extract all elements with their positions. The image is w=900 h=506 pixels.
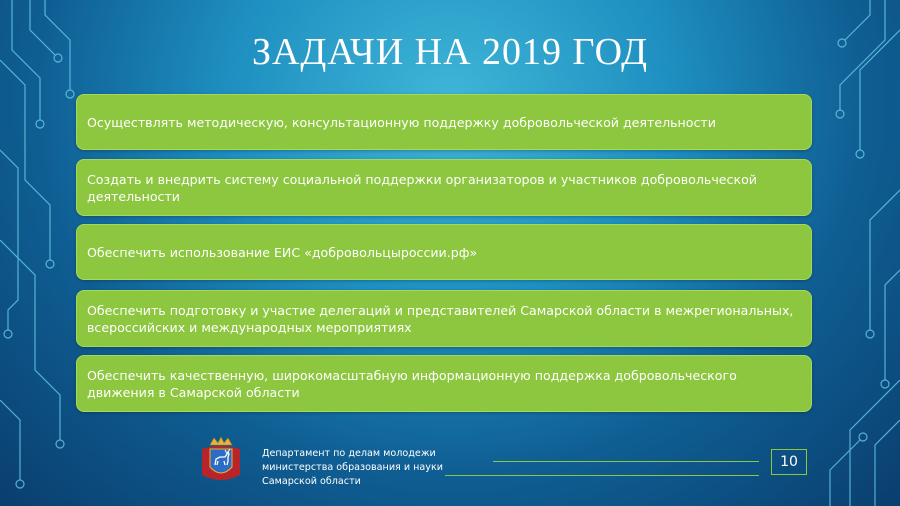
footer-divider-bottom <box>445 475 759 476</box>
task-text: Создать и внедрить систему социальной поддержки организаторов и участников добровольческой деятельности <box>87 171 757 204</box>
task-text: Обеспечить подготовку и участие делегаций и представителей Самарской области в межрегиональных, всероссийских и международных мероприятиях <box>87 302 794 335</box>
dept-line-3: Самарской области <box>262 476 361 487</box>
task-text: Обеспечить использование ЕИС «добровольцыроссии.рф» <box>87 244 478 260</box>
slide-title: ЗАДАЧИ НА 2019 ГОД <box>251 31 649 73</box>
department-name <box>262 447 443 489</box>
footer-divider-top <box>493 461 759 462</box>
task-text: Осуществлять методическую, консультационную поддержку добровольческой деятельности <box>87 114 716 130</box>
coat-of-arms-icon <box>198 435 244 487</box>
page-number: 10 <box>771 449 807 475</box>
task-item <box>76 159 812 216</box>
task-item <box>76 94 812 150</box>
task-item <box>76 355 812 412</box>
dept-line-1: Департамент по делам молодежи <box>262 448 436 459</box>
dept-line-2: министерства образования и науки <box>262 462 444 473</box>
task-item <box>76 290 812 347</box>
task-text: Обеспечить качественную, широкомасштабную информационную поддержка добровольческого движения в Самарской области <box>87 367 737 400</box>
task-item <box>76 224 812 280</box>
